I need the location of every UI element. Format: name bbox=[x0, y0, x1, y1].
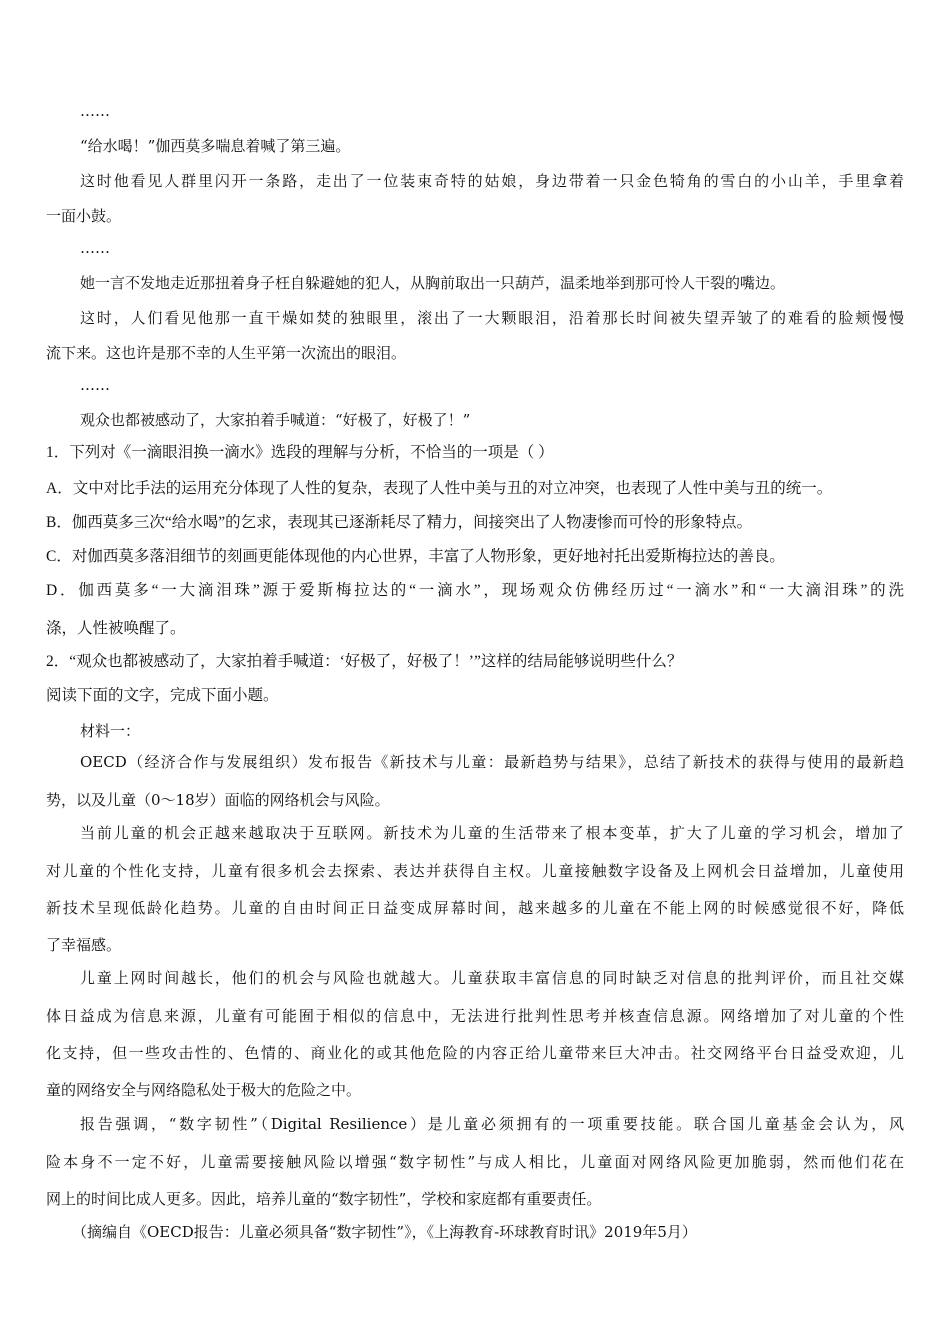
material-p3-line-2: 体日益成为信息来源，儿童有可能囿于相似的信息中，无法进行批判性思考并核查信息源。网络增加了对儿童的个性 bbox=[46, 1007, 904, 1025]
material-p4-line-3: 网上的时间比成人更多。因此，培养儿童的“数字韧性”，学校和家庭都有重要责任。 bbox=[46, 1190, 602, 1208]
story-paragraph-1: “给水喝！”伽西莫多喘息着喊了第三遍。 bbox=[80, 137, 351, 155]
story-paragraph-2-line-1: 这时他看见人群里闪开一条路，走出了一位装束奇特的姑娘，身边带着一只金色犄角的雪白的小山羊，手里拿着 bbox=[80, 172, 904, 190]
ellipsis-3: …… bbox=[80, 376, 110, 394]
material-heading: 材料一： bbox=[80, 722, 141, 740]
material-p1-line-2: 势，以及儿童（0～18岁）面临的网络机会与风险。 bbox=[46, 791, 390, 809]
material-p4-line-2: 险本身不一定不好，儿童需要接触风险以增强“数字韧性”与成人相比，儿童面对网络风险更加脆弱，然而他们花在 bbox=[46, 1153, 904, 1171]
material-p3-line-4: 童的网络安全与网络隐私处于极大的危险之中。 bbox=[46, 1081, 362, 1099]
reading-instruction: 阅读下面的文字，完成下面小题。 bbox=[46, 687, 279, 704]
ellipsis-1: …… bbox=[80, 102, 110, 120]
option-c: C．对伽西莫多落泪细节的刻画更能体现他的内心世界，丰富了人物形象，更好地衬托出爱斯梅拉达的善良。 bbox=[46, 548, 785, 565]
material-p2-line-2: 对儿童的个性化支持，儿童有很多机会去探索、表达并获得自主权。儿童接触数字设备及上网机会日益增加，儿童使用 bbox=[46, 862, 904, 880]
story-paragraph-5: 观众也都被感动了，大家拍着手喊道：“好极了，好极了！” bbox=[80, 411, 471, 429]
option-b: B．伽西莫多三次“给水喝”的乞求，表现其已逐渐耗尽了精力，间接突出了人物凄惨而可怜的形象特点。 bbox=[46, 514, 753, 531]
material-p2-line-3: 新技术呈现低龄化趋势。儿童的自由时间正日益变成屏幕时间，越来越多的儿童在不能上网的时候感觉很不好，降低 bbox=[46, 899, 904, 917]
option-d-line-1: D．伽西莫多“一大滴泪珠”源于爱斯梅拉达的“一滴水”，现场观众仿佛经历过“一滴水”和“一大滴泪珠”的洗 bbox=[46, 582, 904, 599]
story-paragraph-4-line-1: 这时，人们看见他那一直干燥如焚的独眼里，滚出了一大颗眼泪，沿着那长时间被失望弄皱了的难看的脸颊慢慢 bbox=[80, 309, 904, 327]
material-source: （摘编自《OECD报告：儿童必须具备“数字韧性”》，《上海教育-环球教育时讯》2019年5月） bbox=[72, 1223, 697, 1241]
option-d-line-2: 涤，人性被唤醒了。 bbox=[46, 620, 186, 637]
option-a: A．文中对比手法的运用充分体现了人性的复杂，表现了人性中美与丑的对立冲突，也表现了人性中美与丑的统一。 bbox=[46, 480, 833, 497]
material-p2-line-1: 当前儿童的机会正越来越取决于互联网。新技术为儿童的生活带来了根本变革，扩大了儿童的学习机会，增加了 bbox=[80, 824, 904, 842]
story-paragraph-4-line-2: 流下来。这也许是那不幸的人生平第一次流出的眼泪。 bbox=[46, 344, 407, 362]
material-p4-line-1: 报告强调，“数字韧性”（Digital Resilience）是儿童必须拥有的一项重要技能。联合国儿童基金会认为，风 bbox=[80, 1115, 904, 1133]
question-1: 1．下列对《一滴眼泪换一滴水》选段的理解与分析，不恰当的一项是（ ） bbox=[46, 444, 554, 461]
story-paragraph-2-line-2: 一面小鼓。 bbox=[46, 207, 122, 225]
material-p3-line-1: 儿童上网时间越长，他们的机会与风险也就越大。儿童获取丰富信息的同时缺乏对信息的批判评价，而且社交媒 bbox=[80, 969, 904, 987]
material-p1-line-1: OECD（经济合作与发展组织）发布报告《新技术与儿童：最新趋势与结果》，总结了新技术的获得与使用的最新趋 bbox=[80, 753, 904, 771]
material-p3-line-3: 化支持，但一些攻击性的、色情的、商业化的或其他危险的内容正给儿童带来巨大冲击。社交网络平台日益受欢迎，儿 bbox=[46, 1044, 904, 1062]
material-p2-line-4: 了幸福感。 bbox=[46, 936, 122, 954]
ellipsis-2: …… bbox=[80, 239, 110, 257]
question-2: 2．“观众也都被感动了，大家拍着手喊道：‘好极了，好极了！’”这样的结局能够说明些什么？ bbox=[46, 653, 683, 670]
story-paragraph-3: 她一言不发地走近那扭着身子枉自躲避她的犯人，从胸前取出一只葫芦，温柔地举到那可怜人干裂的嘴边。 bbox=[80, 274, 786, 292]
